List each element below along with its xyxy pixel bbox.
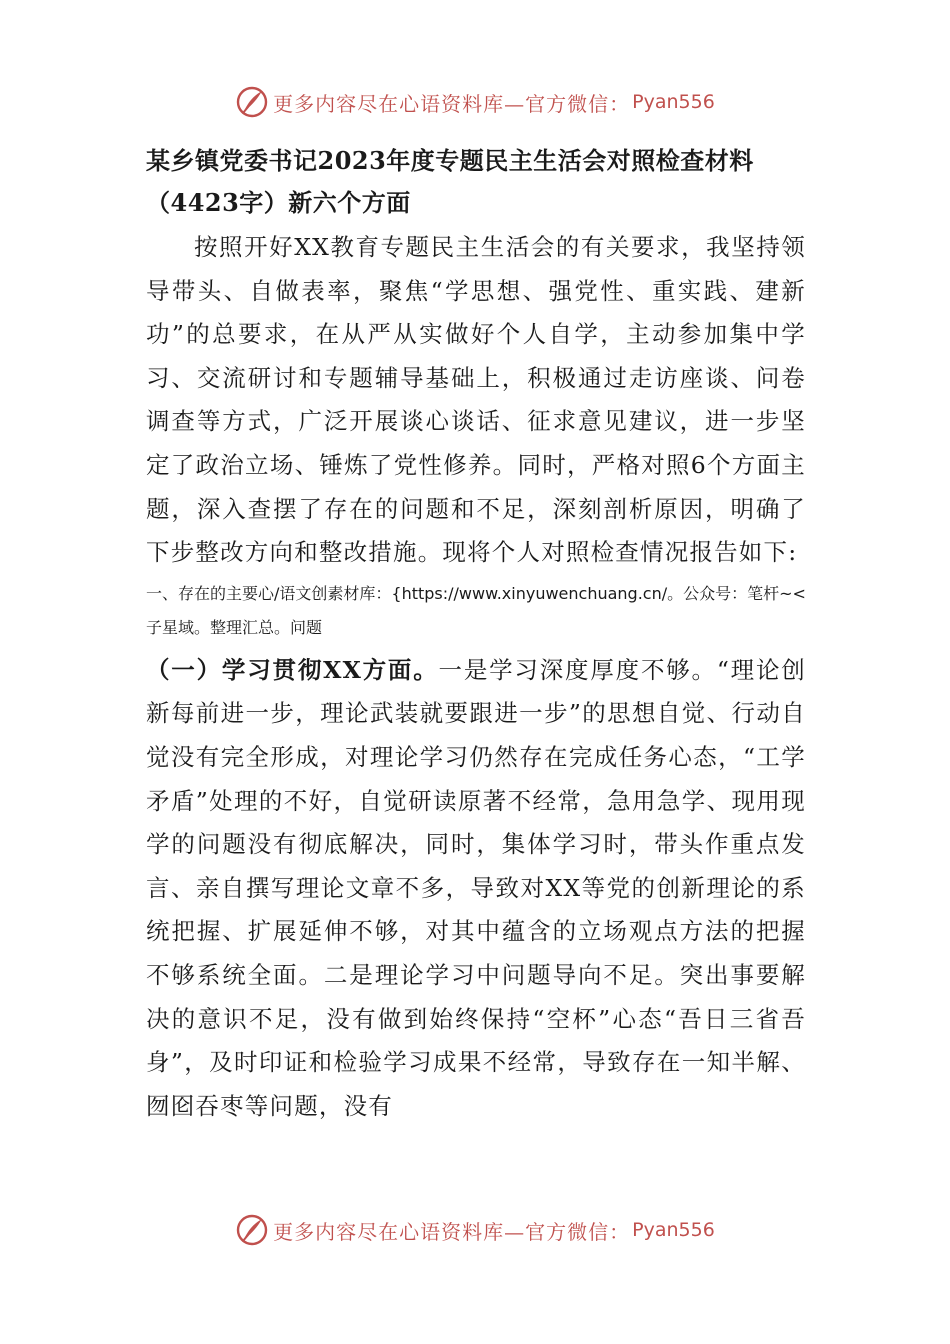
document-title-line2: （4423字）新六个方面	[146, 188, 411, 217]
wechat-id: Pyan556	[632, 1219, 715, 1241]
intro-paragraph: 按照开好XX教育专题民主生活会的有关要求，我坚持领导带头、自做表率，聚焦“学思想、强党性、重实践、建新功”的总要求，在从严从实做好个人自学，主动参加集中学习、交流研讨和专题辅导基础上，积极通过走访座谈、问卷调查等方式，广泛开展谈心谈话、征求意见建议，进一步坚定了政治立场、锤炼了党性修养。同时，严格对照6个方面主题，深入查摆了存在的问题和不足，深刻剖析原因，明确了下步整改方向和整改措施。现将个人对照检查情况报告如下:	[146, 233, 806, 567]
quill-pen-icon	[235, 85, 269, 119]
subsection-lead: （一）学习贯彻XX方面。	[146, 655, 439, 684]
section-heading: 一、存在的主要心/语文创素材库：{https://www.xinyuwenchuang.cn/。公众号：笔杆~<子星域。整理汇总。问题	[146, 583, 806, 637]
document-title-line1: 某乡镇党委书记2023年度专题民主生活会对照检查材料	[146, 146, 754, 175]
footer-watermark-banner	[0, 1210, 950, 1250]
banner-text: 更多内容尽在心语资料库—官方微信：	[273, 91, 631, 116]
subsection-paragraph	[146, 649, 806, 1129]
banner-text: 更多内容尽在心语资料库—官方微信：	[273, 1219, 631, 1244]
quill-pen-icon	[235, 1213, 269, 1247]
document-body	[146, 140, 806, 1128]
header-watermark-banner	[0, 82, 950, 122]
wechat-id: Pyan556	[632, 91, 715, 113]
subsection-body: 一是学习深度厚度不够。“理论创新每前进一步，理论武装就要跟进一步”的思想自觉、行动自觉没有完全形成，对理论学习仍然存在完成任务心态，“工学矛盾”处理的不好，自觉研读原著不经常，急用急学、现用现学的问题没有彻底解决，同时，集体学习时，带头作重点发言、亲自撰写理论文章不多，导致对XX等党的创新理论的系统把握、扩展延伸不够，对其中蕴含的立场观点方法的把握不够系统全面。二是理论学习中问题导向不足。突出事要解决的意识不足，没有做到始终保持“空杯”心态“吾日三省吾身”，及时印证和检验学习成果不经常，导致存在一知半解、囫囵吞枣等问题，没有	[146, 655, 806, 1120]
